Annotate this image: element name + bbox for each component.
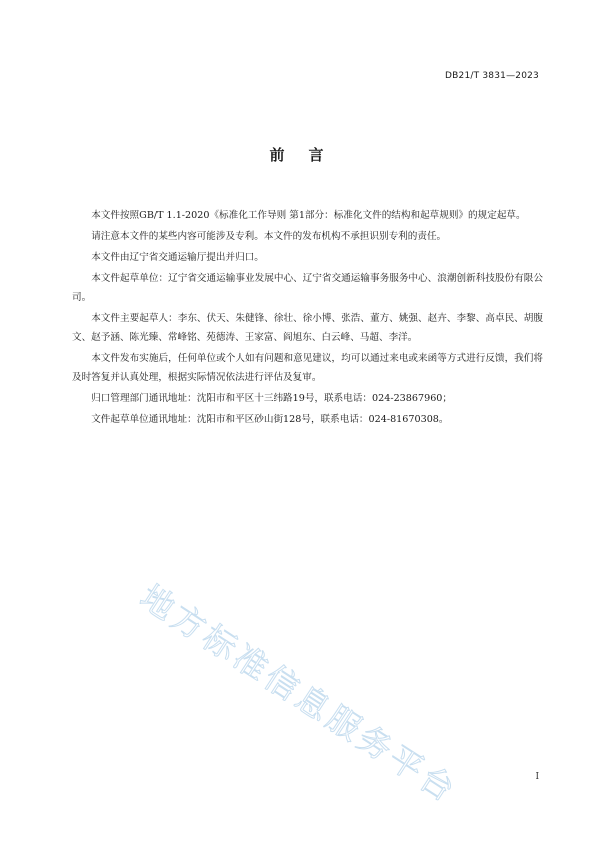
paragraph-patent-notice: 请注意本文件的某些内容可能涉及专利。本文件的发布机构不承担识别专利的责任。 <box>91 231 447 242</box>
paragraph-drafters: 本文件主要起草人：李东、伏天、朱健锋、徐壮、徐小博、张浩、董方、姚强、赵卉、李黎、高卓民、胡腹文、赵予涵、陈光臻、常峰铭、苑德涛、王家富、阎旭东、白云峰、马超、李洋。 <box>72 313 543 343</box>
paragraph-authority-address: 归口管理部门通讯地址：沈阳市和平区十三纬路19号，联系电话：024-23867960； <box>91 393 452 404</box>
page-number: I <box>535 772 539 782</box>
watermark: 地方标准信息服务平台 <box>133 576 465 812</box>
paragraph-proposer: 本文件由辽宁省交通运输厅提出并归口。 <box>91 252 264 263</box>
title-char-1: 前 <box>269 146 287 164</box>
paragraph-feedback: 本文件发布实施后，任何单位或个人如有问题和意见建议，均可以通过来电或来函等方式进行反馈，我们将及时答复并认真处理，根据实际情况依法进行评估及复审。 <box>72 353 543 383</box>
paragraph-drafter-address: 文件起草单位通讯地址：沈阳市和平区砂山街128号，联系电话：024-81670308。 <box>91 414 449 425</box>
document-code: DB21/T 3831—2023 <box>445 71 539 81</box>
paragraph-drafting-units: 本文件起草单位：辽宁省交通运输事业发展中心、辽宁省交通运输事务服务中心、浪潮创新科技股份有限公司。 <box>72 273 543 303</box>
title-char-2: 言 <box>308 146 326 164</box>
foreword-body <box>72 206 543 431</box>
paragraph-standard-basis: 本文件按照GB/T 1.1-2020《标准化工作导则 第1部分：标准化文件的结构和起草规则》的规定起草。 <box>91 210 526 221</box>
page-title <box>0 144 595 165</box>
